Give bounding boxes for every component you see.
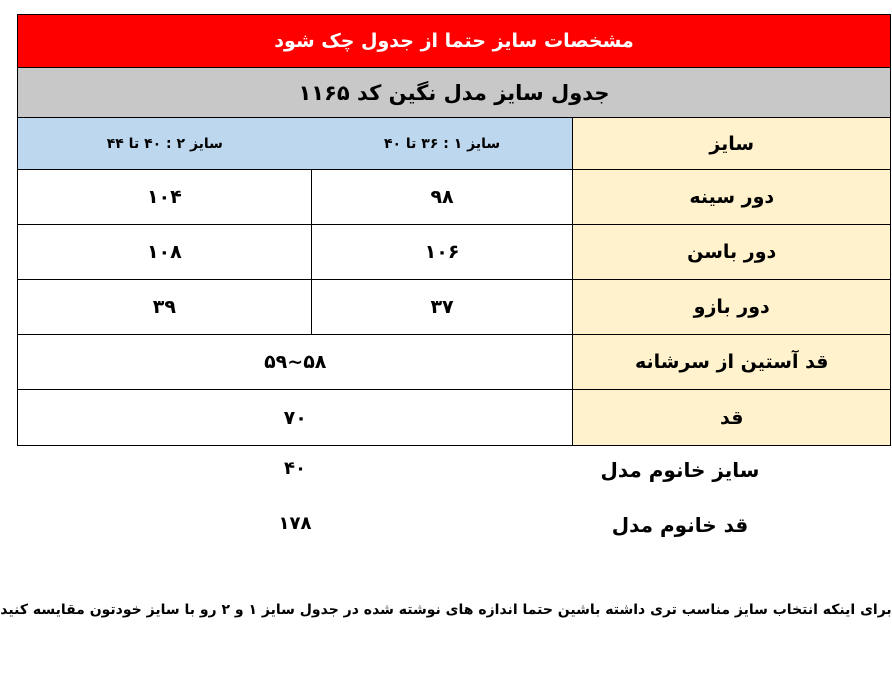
length-value: ۷۰ bbox=[18, 390, 573, 445]
arm-label: دور بازو bbox=[573, 280, 890, 334]
sleeve-value: ۵۸~۵۹ bbox=[18, 335, 573, 389]
table-row bbox=[18, 170, 890, 225]
footer-note: برای اینکه انتخاب سایز مناسب تری داشته باشین حتما اندازه های نوشته شده در جدول سایز ۱ و ۲ رو با سایز خودتون مقایسه کنید bbox=[0, 602, 892, 618]
sleeve-label: قد آستین از سرشانه bbox=[573, 335, 890, 389]
model-height-label: قد خانوم مدل bbox=[611, 513, 749, 537]
table-row bbox=[18, 225, 890, 280]
table-row bbox=[18, 280, 890, 335]
size-table bbox=[17, 14, 891, 446]
chest-size1: ۹۸ bbox=[312, 170, 574, 224]
hip-size1: ۱۰۶ bbox=[312, 225, 574, 279]
header-size2: سایز ۲ : ۴۰ تا ۴۴ bbox=[18, 118, 312, 169]
hip-label: دور باسن bbox=[573, 225, 890, 279]
model-size-label: سایز خانوم مدل bbox=[600, 458, 760, 482]
model-height-value: ۱۷۸ bbox=[278, 513, 312, 534]
table-row bbox=[18, 335, 890, 390]
table-row bbox=[18, 390, 890, 445]
header-label: سایز bbox=[573, 118, 890, 169]
header-size1: سایز ۱ : ۳۶ تا ۴۰ bbox=[312, 118, 574, 169]
arm-size1: ۳۷ bbox=[312, 280, 574, 334]
table-title: جدول سایز مدل نگین کد ۱۱۶۵ bbox=[298, 80, 610, 105]
chest-size2: ۱۰۴ bbox=[18, 170, 312, 224]
subtitle-row bbox=[18, 68, 890, 118]
length-label: قد bbox=[573, 390, 890, 445]
arm-size2: ۳۹ bbox=[18, 280, 312, 334]
header-row bbox=[18, 118, 890, 170]
model-size-value: ۴۰ bbox=[284, 458, 306, 479]
hip-size2: ۱۰۸ bbox=[18, 225, 312, 279]
banner-row bbox=[18, 15, 890, 68]
chest-label: دور سینه bbox=[573, 170, 890, 224]
banner-title: مشخصات سایز حتما از جدول چک شود bbox=[274, 30, 634, 52]
